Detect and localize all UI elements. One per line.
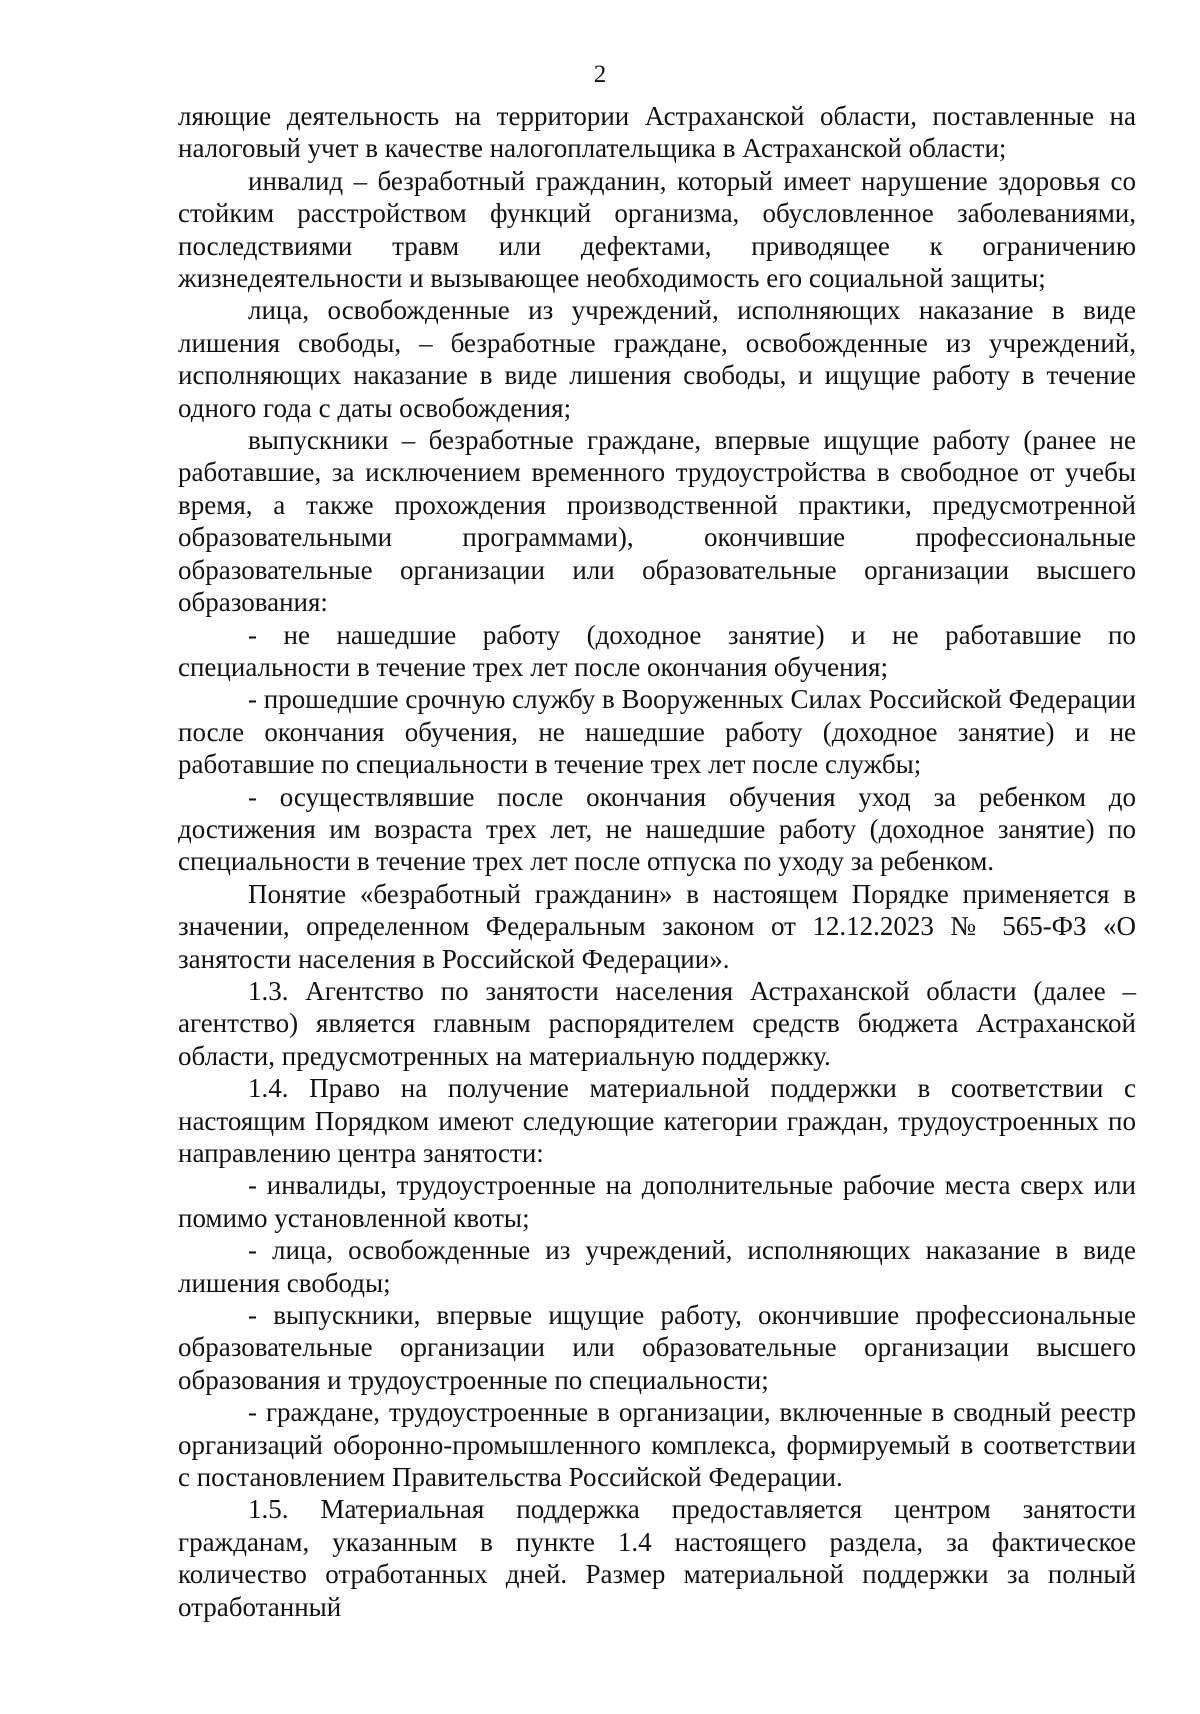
paragraph: - выпускники, впервые ищущие работу, окончившие профессиональные образовательные организации или образовательные организации высшего образования и трудоустроенные по специальности;	[178, 1300, 1136, 1395]
paragraph: инвалид – безработный гражданин, который имеет нарушение здоровья со стойким расстройством функций организма, обусловленное заболеваниями, последствиями травм или дефектами, приводящее к ограничению жизнедеятельности и вызывающее необходимость его социальной защиты;	[178, 165, 1136, 294]
paragraph: лица, освобожденные из учреждений, исполняющих наказание в виде лишения свободы, – безработные граждане, освобожденные из учреждений, исполняющих наказание в виде лишения свободы, и ищущие работу в течение одного года с даты освобождения;	[178, 295, 1136, 423]
paragraph: - инвалиды, трудоустроенные на дополнительные рабочие места сверх или помимо установленной квоты;	[178, 1170, 1136, 1233]
paragraph: 1.5. Материальная поддержка предоставляется центром занятости гражданам, указанным в пункте 1.4 настоящего раздела, за фактическое количество отработанных дней. Размер материальной поддержки за полный отработанный	[178, 1494, 1136, 1622]
paragraph: ляющие деятельность на территории Астраханской области, поставленные на налоговый учет в качестве налогоплательщика в Астраханской области;	[178, 101, 1136, 164]
paragraph: - прошедшие срочную службу в Вооруженных Силах Российской Федерации после окончания обучения, не нашедшие работу (доходное занятие) и не работавшие по специальности в течение трех лет после службы;	[178, 684, 1136, 780]
page-number: 2	[593, 61, 607, 88]
document-body	[178, 100, 1136, 1623]
paragraph: 1.4. Право на получение материальной поддержки в соответствии с настоящим Порядком имеют следующие категории граждан, трудоустроенных по направлению центра занятости:	[178, 1073, 1136, 1168]
paragraph: - не нашедшие работу (доходное занятие) и не работавшие по специальности в течение трех лет после окончания обучения;	[178, 619, 1136, 682]
paragraph: Понятие «безработный гражданин» в настоящем Порядке применяется в значении, определенном Федеральным законом от 12.12.2023 № 565-ФЗ «О занятости населения в Российской Федерации».	[178, 878, 1136, 974]
paragraph: - лица, освобожденные из учреждений, исполняющих наказание в виде лишения свободы;	[178, 1235, 1136, 1298]
paragraph: 1.3. Агентство по занятости населения Астраханской области (далее – агентство) является главным распорядителем средств бюджета Астраханской области, предусмотренных на материальную поддержку.	[178, 975, 1136, 1071]
paragraph: - осуществлявшие после окончания обучения уход за ребенком до достижения им возраста трех лет, не нашедшие работу (доходное занятие) по специальности в течение трех лет после отпуска по уходу за ребенком.	[178, 781, 1136, 877]
paragraph: выпускники – безработные граждане, впервые ищущие работу (ранее не работавшие, за исключением временного трудоустройства в свободное от учебы время, а также прохождения производственной практики, предусмотренной образовательными программами), окончившие профессиональные образовательные организации или образовательные организации высшего образования:	[178, 425, 1136, 618]
paragraph: - граждане, трудоустроенные в организации, включенные в сводный реестр организаций оборонно-промышленного комплекса, формируемый в соответствии с постановлением Правительства Российской Федерации.	[178, 1397, 1136, 1493]
